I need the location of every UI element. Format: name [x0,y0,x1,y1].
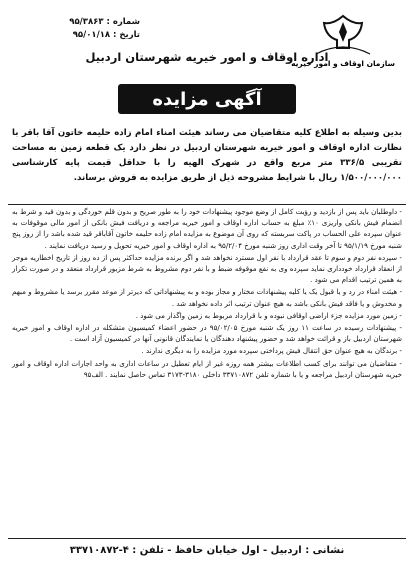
divider-bottom [8,538,406,539]
condition-item: - برندگان به هیچ عنوان حق انتقال فیش پرداختی سپرده مورد مزایده را به دیگری ندارند . [141,346,402,356]
issuing-office-title: اداره اوقاف و امور خیریه شهرستان اردبیل [85,50,329,64]
document-date: تاریخ : ۹۵/۰۱/۱۸ [72,30,140,40]
office-address: نشانی : اردبیل - اول خیابان حافظ - تلفن : ۴-۳۳۷۱۰۸۷۲ [69,545,345,556]
endowment-organization-logo [291,10,395,76]
condition-item: - داوطلبان باید پس از بازدید و رؤیت کامل از وضع موجود پیشنهادات خود را به طور صریح و بدون قلم خوردگی و بدون قید و شرط به انضمام فیش بانکی واریزی ۱۰٪ مبلغ به حساب اداره اوقاف و امور خیریه مراجعه و دریافت فیش بانکی از امور مالی موقوفات به عنوان سپرده علی الحساب در پاکت سربسته که روی آن موضوع به مزایده امام زاده حلیمه خاتون آقاباقر قید شده باشد را از روز پنج شنبه مورخ ۹۵/۱/۱۹ تا آخر وقت اداری روز شنبه مورخ ۹۵/۲/۰۴ به اداره اوقاف و امور خیریه تحویل و رسید دریافت نمایند . [12,207,402,250]
condition-item: - سپرده نفر دوم و سوم تا عقد قرارداد با نفر اول مسترد نخواهد شد و اگر برنده مزایده حداکثر پس از ده روز از تاریخ اخطاریه موجر از انعقاد قرارداد خودداری نماید سپرده وی به نفع موقوفه ضبط و با نفر دوم مشروط به شرط مزبور قرارداد منعقد و در صورت تکرار به همین ترتیب اقدام می شود . [12,252,402,285]
condition-item: - زمین مورد مزایده جزء اراضی اوقافی نبوده و با قرارداد مربوط به زمین واگذار می شود . [135,310,402,320]
notice-intro-paragraph: بدین وسیله به اطلاع کلیه متقاضیان می رساند هیئت امناء امام زاده حلیمه خاتون آقا باقر با نظارت اداره اوقاف و امور خیریه شهرستان اردبیل در نظر دارد یک قطعه زمین به مساحت تقریبی ۳۳۶/۵ متر مربع واقع در شهرک الهیه را با حداقل قیمت پایه کارشناسی ۱/۵۰۰/۰۰۰/۰۰۰ ریال با شرایط مشروحه ذیل از طریق مزایده به فروش برساند. [12,128,402,183]
logo-caption: سازمان اوقاف و امور خیریه [291,59,395,68]
condition-item: - پیشنهادات رسیده در ساعت ۱۱ روز یک شنبه مورخ ۹۵/۰۲/۰۵ در حضور اعضاء کمیسیون متشکله در اداره اوقاف و امور خیریه شهرستان اردبیل باز و قرائت خواهد شد و حضور پیشنهاد دهندگان یا نمایندگان قانونی آنها در کمیسیون آزاد است . [12,323,402,344]
condition-item: - هیئت امناء در رد و یا قبول یک یا کلیه پیشنهادات مختار و مجاز بوده و به پیشنهاداتی که دیرتر از موعد مقرر برسد یا مشروط و مبهم و مخدوش و یا فاقد فیش بانکی باشد به هیچ عنوان ترتیب اثر داده نخواهد شد . [12,287,402,308]
document-number: شماره : ۹۵/۳۸۶۳ [69,17,140,27]
condition-item: - متقاضیان می توانند برای کسب اطلاعات بیشتر همه روزه غیر از ایام تعطیل در ساعات اداری به واحد اجارات اداره اوقاف و امور خیریه شهرستان اردبیل مراجعه و یا با شماره تلفن ۳۳۷۱۰۸۷۲ داخلی ۳۱۸۰-۳۱۷۳ تماس حاصل نمایند . الف۹۵ [12,358,402,379]
divider-top [8,204,406,205]
auction-conditions-list [12,206,402,381]
auction-notice-banner: آگهی مزایده [118,84,296,114]
document-meta [30,16,140,42]
